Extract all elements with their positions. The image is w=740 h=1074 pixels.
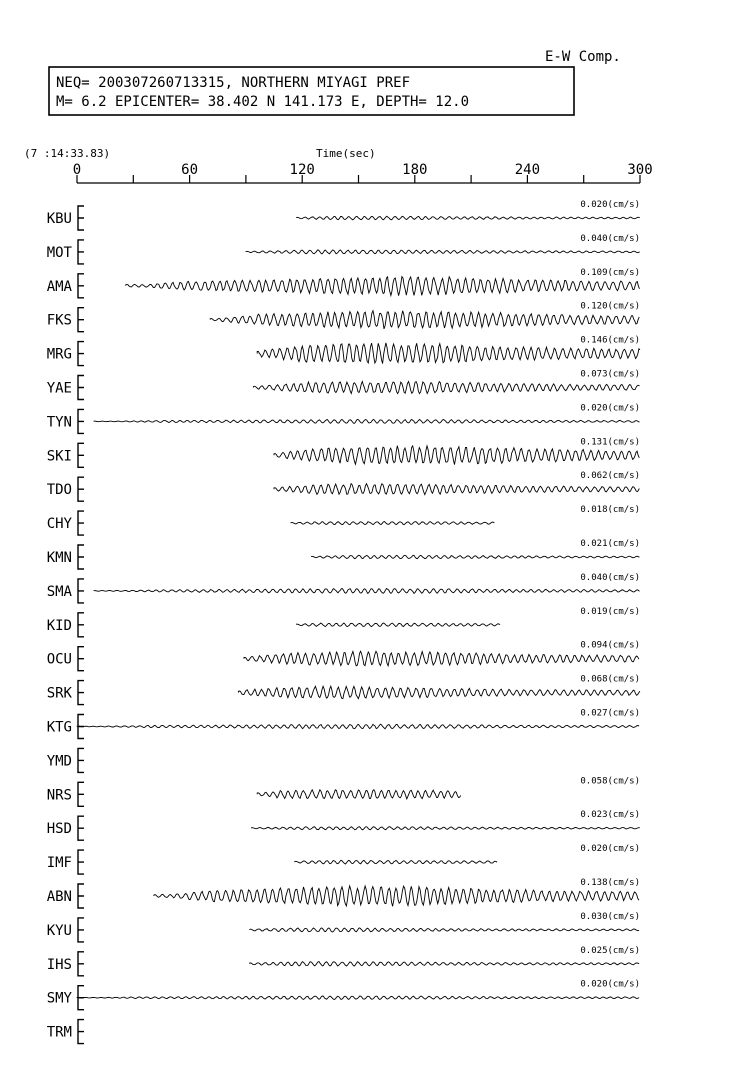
station-label-ktg: KTG xyxy=(46,719,72,736)
waveform-kmn xyxy=(312,555,640,558)
station-label-abn: ABN xyxy=(46,889,72,905)
trace-bracket xyxy=(78,477,84,501)
station-label-ihs: IHS xyxy=(46,956,72,973)
trace-bracket xyxy=(78,850,84,874)
x-tick-label: 180 xyxy=(402,162,428,178)
waveform-fks xyxy=(210,311,639,329)
waveform-ktg xyxy=(77,724,639,729)
station-label-trm: TRM xyxy=(46,1024,72,1041)
waveform-kbu xyxy=(297,216,640,220)
component-label: E-W Comp. xyxy=(545,49,621,65)
amplitude-label-hsd: 0.023(cm/s) xyxy=(580,810,640,821)
amplitude-label-sma: 0.040(cm/s) xyxy=(580,572,640,583)
station-label-smy: SMY xyxy=(46,990,72,1007)
trace-bracket xyxy=(78,782,84,806)
x-axis-ticks xyxy=(73,162,653,183)
waveform-tdo xyxy=(274,484,639,495)
amplitude-label-mrg: 0.146(cm/s) xyxy=(580,335,640,346)
station-label-fks: FKS xyxy=(46,312,72,329)
station-label-tyn: TYN xyxy=(46,414,72,431)
amplitude-label-kmn: 0.021(cm/s) xyxy=(580,539,640,549)
station-label-ski: SKI xyxy=(46,448,72,465)
waveform-kid xyxy=(297,623,501,627)
x-tick-label: 60 xyxy=(181,162,199,178)
station-label-mrg: MRG xyxy=(46,346,72,363)
waveform-mot xyxy=(246,250,640,254)
waveform-tyn xyxy=(94,419,640,423)
amplitude-label-kbu: 0.020(cm/s) xyxy=(580,200,640,210)
station-label-tdo: TDO xyxy=(46,482,72,499)
waveform-ski xyxy=(274,446,639,465)
station-label-sma: SMA xyxy=(46,583,72,600)
amplitude-label-ski: 0.131(cm/s) xyxy=(580,437,640,448)
amplitude-label-ama: 0.109(cm/s) xyxy=(580,267,640,278)
trace-bracket xyxy=(78,206,84,230)
trace-bracket xyxy=(78,545,84,569)
amplitude-label-tyn: 0.020(cm/s) xyxy=(580,403,640,414)
waveform-mrg xyxy=(257,343,640,364)
station-label-mot: MOT xyxy=(46,244,72,261)
station-label-imf: IMF xyxy=(46,855,72,872)
station-label-ocu: OCU xyxy=(46,651,72,668)
event-line-1: NEQ= 200307260713315, NORTHERN MIYAGI PREF xyxy=(56,75,411,91)
trace-bracket xyxy=(78,376,84,400)
waveform-ocu xyxy=(244,651,639,666)
trace-bracket xyxy=(78,409,84,433)
amplitude-label-nrs: 0.058(cm/s) xyxy=(580,776,640,787)
waveform-sma xyxy=(94,589,640,594)
waveform-ihs xyxy=(250,962,639,966)
waveform-chy xyxy=(291,522,495,525)
trace-bracket xyxy=(78,952,84,976)
trace-group xyxy=(47,200,640,1044)
trace-bracket xyxy=(78,274,84,298)
station-label-nrs: NRS xyxy=(46,787,72,804)
waveform-srk xyxy=(238,686,640,699)
station-label-kmn: KMN xyxy=(46,550,72,566)
x-tick-label: 240 xyxy=(514,162,541,178)
station-label-srk: SRK xyxy=(46,685,72,702)
amplitude-label-imf: 0.020(cm/s) xyxy=(580,844,640,855)
amplitude-label-abn: 0.138(cm/s) xyxy=(580,878,640,888)
trace-bracket xyxy=(78,647,84,671)
amplitude-label-srk: 0.068(cm/s) xyxy=(580,674,640,685)
trace-bracket xyxy=(78,308,84,332)
trace-bracket xyxy=(78,681,84,705)
amplitude-label-tdo: 0.062(cm/s) xyxy=(580,471,640,482)
start-time-label: (7 :14:33.83) xyxy=(24,147,111,160)
station-label-ama: AMA xyxy=(46,278,72,295)
trace-bracket xyxy=(78,443,84,467)
waveform-smy xyxy=(77,996,639,1000)
waveform-nrs xyxy=(257,790,461,799)
station-label-kyu: KYU xyxy=(46,922,72,939)
amplitude-label-kyu: 0.030(cm/s) xyxy=(580,911,640,922)
amplitude-label-ocu: 0.094(cm/s) xyxy=(580,640,640,651)
station-label-yae: YAE xyxy=(46,380,72,397)
x-tick-label: 120 xyxy=(289,162,315,178)
waveform-ama xyxy=(126,277,640,296)
station-label-ymd: YMD xyxy=(46,753,72,770)
trace-bracket xyxy=(78,884,84,908)
waveform-yae xyxy=(253,382,639,394)
trace-bracket xyxy=(78,816,84,840)
trace-bracket xyxy=(78,1020,84,1044)
trace-bracket xyxy=(78,579,84,603)
amplitude-label-mot: 0.040(cm/s) xyxy=(580,233,640,244)
waveform-abn xyxy=(154,886,639,906)
trace-bracket xyxy=(78,748,84,772)
amplitude-label-chy: 0.018(cm/s) xyxy=(580,505,640,516)
waveform-hsd xyxy=(252,827,640,830)
waveform-kyu xyxy=(250,928,639,932)
trace-bracket xyxy=(78,918,84,942)
amplitude-label-ihs: 0.025(cm/s) xyxy=(580,945,640,956)
station-label-kid: KID xyxy=(46,617,72,634)
x-tick-label: 0 xyxy=(72,162,82,178)
amplitude-label-smy: 0.020(cm/s) xyxy=(580,979,640,990)
trace-bracket xyxy=(78,240,84,264)
amplitude-label-ktg: 0.027(cm/s) xyxy=(580,708,640,719)
trace-bracket xyxy=(78,342,84,366)
station-label-kbu: KBU xyxy=(46,211,72,227)
x-tick-label: 300 xyxy=(627,162,653,178)
trace-bracket xyxy=(78,511,84,535)
amplitude-label-kid: 0.019(cm/s) xyxy=(580,606,640,617)
station-label-hsd: HSD xyxy=(46,821,72,838)
amplitude-label-fks: 0.120(cm/s) xyxy=(580,301,640,312)
x-axis-title: Time(sec) xyxy=(316,147,376,160)
trace-bracket xyxy=(78,613,84,637)
waveform-imf xyxy=(295,860,497,864)
event-line-2: M= 6.2 EPICENTER= 38.402 N 141.173 E, DEPTH= 12.0 xyxy=(56,94,470,110)
station-label-chy: CHY xyxy=(46,516,72,533)
amplitude-label-yae: 0.073(cm/s) xyxy=(580,369,640,380)
